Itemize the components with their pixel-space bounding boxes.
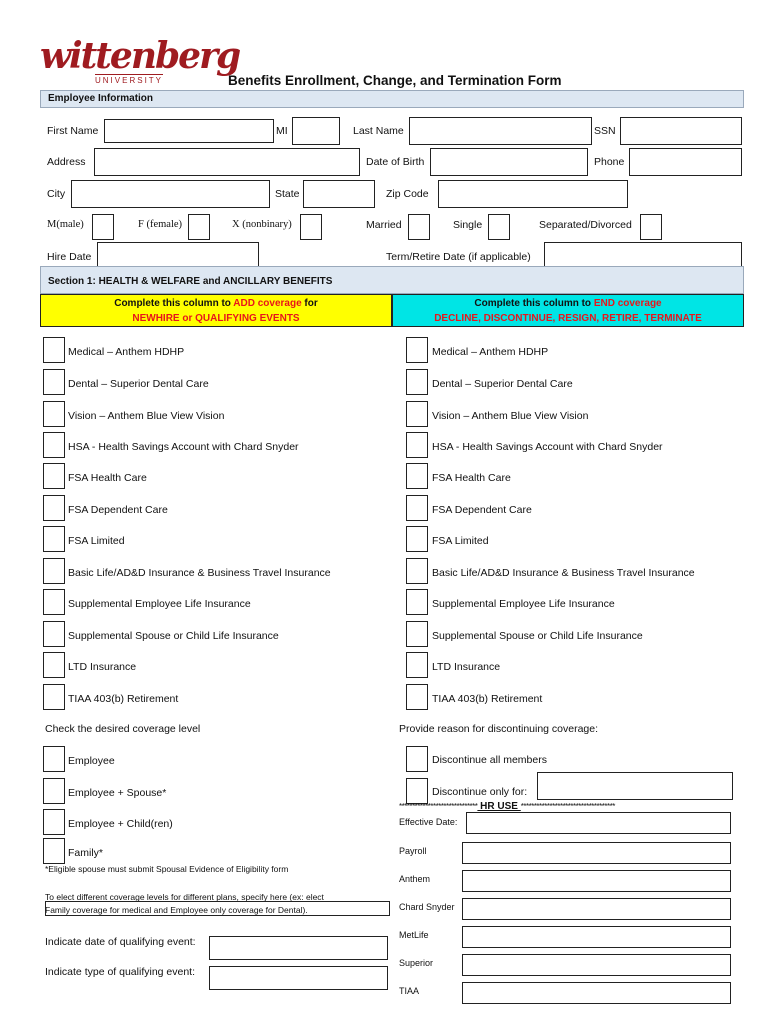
hr-tiaa-label: TIAA: [399, 986, 420, 996]
end-ltd-insurance-checkbox[interactable]: [406, 652, 428, 678]
term-date-label: Term/Retire Date (if applicable): [386, 251, 531, 263]
add-fsa-dependent-care-label: FSA Dependent Care: [68, 504, 168, 516]
discontinue-prompt: Provide reason for discontinuing coverage:: [399, 723, 599, 735]
end-hsa-health-savings-account-with-chard-snyder-checkbox[interactable]: [406, 432, 428, 458]
hire-date-field[interactable]: [97, 242, 259, 268]
city-label: City: [47, 188, 66, 200]
end-tiaa-403-b-retirement-label: TIAA 403(b) Retirement: [432, 693, 543, 705]
coverage-employee-child-ren-checkbox[interactable]: [43, 809, 65, 835]
add-hsa-health-savings-account-with-chard-snyder-label: HSA - Health Savings Account with Chard Snyder: [68, 441, 299, 453]
add-tiaa-403-b-retirement-checkbox[interactable]: [43, 684, 65, 710]
end-fsa-dependent-care-checkbox[interactable]: [406, 495, 428, 521]
discontinue-all-checkbox[interactable]: [406, 746, 428, 772]
zip-field[interactable]: [438, 180, 628, 208]
add-fsa-dependent-care-checkbox[interactable]: [43, 495, 65, 521]
coverage-employee-checkbox[interactable]: [43, 746, 65, 772]
add-fsa-limited-label: FSA Limited: [68, 535, 125, 547]
section1-header: [40, 266, 744, 294]
end-fsa-limited-checkbox[interactable]: [406, 526, 428, 552]
qualifying-date-label: Indicate date of qualifying event:: [45, 936, 196, 948]
end-coverage-line2: DECLINE, DISCONTINUE, RESIGN, RETIRE, TERMINATE: [434, 313, 702, 324]
end-dental-superior-dental-care-label: Dental – Superior Dental Care: [432, 378, 573, 390]
first-name-field[interactable]: [104, 119, 274, 143]
zip-label: Zip Code: [386, 188, 429, 200]
state-label: State: [275, 188, 300, 200]
add-tiaa-403-b-retirement-label: TIAA 403(b) Retirement: [68, 693, 179, 705]
end-medical-anthem-hdhp-label: Medical – Anthem HDHP: [432, 346, 549, 358]
discontinue-all-label: Discontinue all members: [432, 754, 547, 766]
effective-date-field[interactable]: [466, 812, 731, 834]
mi-field[interactable]: [292, 117, 340, 145]
add-supplemental-employee-life-insurance-label: Supplemental Employee Life Insurance: [68, 598, 251, 610]
ssn-label: SSN: [594, 125, 616, 137]
form-title: Benefits Enrollment, Change, and Termination Form: [228, 73, 562, 88]
qualifying-type-field[interactable]: [209, 966, 388, 990]
hr-anthem-field[interactable]: [462, 870, 731, 892]
hr-chard-snyder-label: Chard Snyder: [399, 902, 455, 912]
end-fsa-limited-label: FSA Limited: [432, 535, 489, 547]
add-vision-anthem-blue-view-vision-checkbox[interactable]: [43, 401, 65, 427]
end-coverage-line1: Complete this column to END coverage: [474, 298, 662, 309]
add-medical-anthem-hdhp-label: Medical – Anthem HDHP: [68, 346, 185, 358]
first-name-label: First Name: [47, 125, 99, 137]
discontinue-only-field[interactable]: [537, 772, 733, 800]
dob-label: Date of Birth: [366, 156, 425, 168]
elect-note-line1: To elect different coverage levels for different plans, specify here (ex: elect: [45, 892, 324, 902]
single-label: Single: [453, 219, 483, 231]
discontinue-only-label: Discontinue only for:: [432, 786, 528, 798]
coverage-prompt: Check the desired coverage level: [45, 723, 201, 735]
female-checkbox[interactable]: [188, 214, 210, 240]
university-logo-subtitle: UNIVERSITY: [95, 76, 164, 85]
elect-note-field[interactable]: [45, 901, 390, 916]
add-supplemental-employee-life-insurance-checkbox[interactable]: [43, 589, 65, 615]
employee-info-header: [40, 90, 744, 108]
last-name-field[interactable]: [409, 117, 592, 145]
coverage-family-checkbox[interactable]: [43, 838, 65, 864]
university-logo: wittenberg: [40, 35, 240, 77]
add-dental-superior-dental-care-checkbox[interactable]: [43, 369, 65, 395]
add-basic-life-ad-d-insurance-business-travel-insurance-label: Basic Life/AD&D Insurance & Business Travel Insurance: [68, 567, 331, 579]
coverage-employee-spouse-checkbox[interactable]: [43, 778, 65, 804]
employee-info-header-label: Employee Information: [48, 93, 154, 104]
end-fsa-health-care-checkbox[interactable]: [406, 463, 428, 489]
end-supplemental-spouse-or-child-life-insurance-checkbox[interactable]: [406, 621, 428, 647]
elect-note-line2: Family coverage for medical and Employee only coverage for Dental).: [45, 905, 308, 915]
hr-metlife-label: MetLife: [399, 930, 429, 940]
coverage-family-label: Family*: [68, 847, 104, 859]
coverage-employee-spouse-label: Employee + Spouse*: [68, 787, 167, 799]
single-checkbox[interactable]: [488, 214, 510, 240]
effective-date-label: Effective Date:: [399, 817, 458, 827]
city-field[interactable]: [71, 180, 270, 208]
dob-field[interactable]: [430, 148, 588, 176]
end-supplemental-employee-life-insurance-checkbox[interactable]: [406, 589, 428, 615]
add-fsa-health-care-checkbox[interactable]: [43, 463, 65, 489]
end-supplemental-employee-life-insurance-label: Supplemental Employee Life Insurance: [432, 598, 615, 610]
coverage-employee-label: Employee: [68, 755, 115, 767]
end-supplemental-spouse-or-child-life-insurance-label: Supplemental Spouse or Child Life Insurance: [432, 630, 643, 642]
married-checkbox[interactable]: [408, 214, 430, 240]
add-supplemental-spouse-or-child-life-insurance-checkbox[interactable]: [43, 621, 65, 647]
end-hsa-health-savings-account-with-chard-snyder-label: HSA - Health Savings Account with Chard Snyder: [432, 441, 663, 453]
address-label: Address: [47, 156, 86, 168]
nonbinary-label: X (nonbinary): [232, 219, 292, 230]
ssn-field[interactable]: [620, 117, 742, 145]
end-vision-anthem-blue-view-vision-checkbox[interactable]: [406, 401, 428, 427]
hr-superior-field[interactable]: [462, 954, 731, 976]
state-field[interactable]: [303, 180, 375, 208]
male-checkbox[interactable]: [92, 214, 114, 240]
add-vision-anthem-blue-view-vision-label: Vision – Anthem Blue View Vision: [68, 410, 225, 422]
term-date-field[interactable]: [544, 242, 742, 268]
end-fsa-dependent-care-label: FSA Dependent Care: [432, 504, 532, 516]
hr-metlife-field[interactable]: [462, 926, 731, 948]
married-label: Married: [366, 219, 402, 231]
end-vision-anthem-blue-view-vision-label: Vision – Anthem Blue View Vision: [432, 410, 589, 422]
hr-payroll-label: Payroll: [399, 846, 427, 856]
add-coverage-line2: NEWHIRE or QUALIFYING EVENTS: [132, 313, 300, 324]
end-basic-life-ad-d-insurance-business-travel-insurance-label: Basic Life/AD&D Insurance & Business Travel Insurance: [432, 567, 695, 579]
end-dental-superior-dental-care-checkbox[interactable]: [406, 369, 428, 395]
end-tiaa-403-b-retirement-checkbox[interactable]: [406, 684, 428, 710]
add-fsa-health-care-label: FSA Health Care: [68, 472, 147, 484]
add-hsa-health-savings-account-with-chard-snyder-checkbox[interactable]: [43, 432, 65, 458]
last-name-label: Last Name: [353, 125, 404, 137]
end-medical-anthem-hdhp-checkbox[interactable]: [406, 337, 428, 363]
hr-tiaa-field[interactable]: [462, 982, 731, 1004]
coverage-employee-child-ren-label: Employee + Child(ren): [68, 818, 173, 830]
hr-payroll-field[interactable]: [462, 842, 731, 864]
qualifying-date-field[interactable]: [209, 936, 388, 960]
end-coverage-header: [392, 294, 744, 327]
hr-anthem-label: Anthem: [399, 874, 431, 884]
phone-label: Phone: [594, 156, 625, 168]
separated-label: Separated/Divorced: [539, 219, 632, 231]
section1-header-label: Section 1: HEALTH & WELFARE and ANCILLARY BENEFITS: [48, 276, 333, 287]
add-coverage-header: [40, 294, 392, 327]
hr-chard-snyder-field[interactable]: [462, 898, 731, 920]
female-label: F (female): [138, 219, 183, 230]
add-dental-superior-dental-care-label: Dental – Superior Dental Care: [68, 378, 209, 390]
spouse-note: *Eligible spouse must submit Spousal Evidence of Eligibility form: [45, 864, 289, 874]
hire-date-label: Hire Date: [47, 251, 92, 263]
end-fsa-health-care-label: FSA Health Care: [432, 472, 511, 484]
separated-checkbox[interactable]: [640, 214, 662, 240]
qualifying-type-label: Indicate type of qualifying event:: [45, 966, 196, 978]
hr-use-banner: ****************************** HR USE ************************************: [399, 801, 615, 812]
mi-label: MI: [276, 125, 288, 137]
add-fsa-limited-checkbox[interactable]: [43, 526, 65, 552]
nonbinary-checkbox[interactable]: [300, 214, 322, 240]
hr-superior-label: Superior: [399, 958, 434, 968]
address-field[interactable]: [94, 148, 360, 176]
add-supplemental-spouse-or-child-life-insurance-label: Supplemental Spouse or Child Life Insurance: [68, 630, 279, 642]
add-coverage-line1: Complete this column to ADD coverage for: [114, 298, 318, 309]
add-basic-life-ad-d-insurance-business-travel-insurance-checkbox[interactable]: [43, 558, 65, 584]
end-ltd-insurance-label: LTD Insurance: [432, 661, 501, 673]
end-basic-life-ad-d-insurance-business-travel-insurance-checkbox[interactable]: [406, 558, 428, 584]
phone-field[interactable]: [629, 148, 742, 176]
male-label: M(male): [47, 219, 84, 230]
add-ltd-insurance-label: LTD Insurance: [68, 661, 137, 673]
add-medical-anthem-hdhp-checkbox[interactable]: [43, 337, 65, 363]
add-ltd-insurance-checkbox[interactable]: [43, 652, 65, 678]
